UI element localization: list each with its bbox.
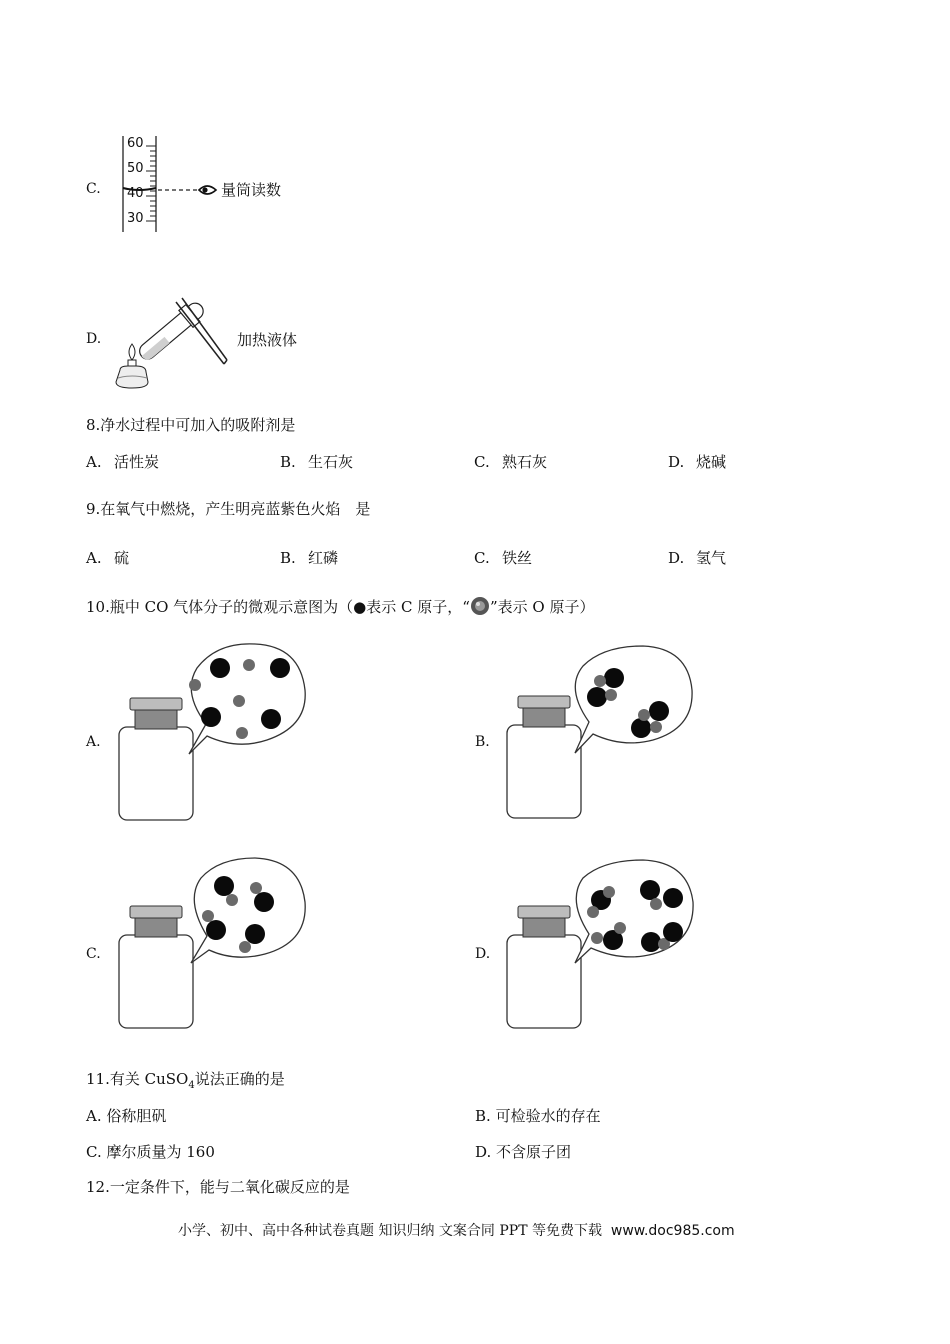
q10-option-b-letter: B. (475, 734, 490, 750)
q10-stem-part2: ”表示 O 原子） (489, 598, 595, 616)
q8-option-a-letter: A. (86, 453, 102, 471)
cylinder-scale-60: 60 (127, 136, 144, 151)
q8-option-d-text: 烧碱 (696, 453, 727, 471)
page-footer (178, 1220, 735, 1240)
q10-option-b-figure (503, 640, 703, 825)
q8-option-c-text: 熟石灰 (502, 453, 548, 471)
q8-option-b (280, 451, 353, 472)
q11-option-c-text: 摩尔质量为 160 (106, 1143, 215, 1161)
q9-option-b (280, 547, 338, 568)
q9-option-b-letter: B. (280, 549, 296, 567)
q9-option-d-text: 氢气 (696, 549, 727, 567)
q8-option-a (86, 451, 159, 472)
q9-option-b-text: 红磷 (308, 549, 339, 567)
q11-stem-suffix: 说法正确的是 (194, 1070, 285, 1088)
q9-stem: 9.在氧气中燃烧，产生明亮蓝紫色火焰 是 (86, 500, 371, 518)
q12-stem: 12.一定条件下，能与二氧化碳反应的是 (86, 1178, 350, 1196)
q9-option-c-letter: C. (474, 549, 490, 567)
option-letter-c: C. (86, 181, 101, 197)
q8-option-a-text: 活性炭 (114, 453, 160, 471)
q11-option-b-text: 可检验水的存在 (495, 1107, 601, 1125)
footer-url[interactable]: www.doc985.com (610, 1223, 735, 1239)
q9-option-d (668, 547, 726, 568)
q9-option-a-text: 硫 (114, 549, 130, 567)
q8-option-c (474, 451, 547, 472)
q10-option-c-figure (115, 850, 315, 1035)
q11-stem-subscript: 4 (188, 1080, 195, 1091)
q8-option-c-letter: C. (474, 453, 490, 471)
q9-option-c (474, 547, 532, 568)
q8-option-d (668, 451, 726, 472)
heating-liquid-figure (110, 286, 235, 396)
q9-option-c-text: 铁丝 (502, 549, 533, 567)
q11-option-d-text: 不含原子团 (496, 1143, 572, 1161)
q11-option-a (86, 1105, 166, 1126)
q10-stem-part1: 10.瓶中 CO 气体分子的微观示意图为（●表示 C 原子，“ (86, 598, 470, 616)
q10-option-a-figure (115, 640, 315, 825)
q8-option-b-letter: B. (280, 453, 296, 471)
cylinder-scale-50: 50 (127, 161, 144, 176)
q9-option-a (86, 547, 129, 568)
q10-option-c-letter: C. (86, 946, 101, 962)
q10-option-a-letter: A. (86, 734, 101, 750)
q10-stem (86, 596, 594, 617)
eye-icon (198, 181, 218, 199)
item-d-caption: 加热液体 (237, 331, 298, 349)
q11-option-b (475, 1105, 601, 1126)
item-c-caption: 量筒读数 (221, 181, 282, 199)
q11-option-a-letter: A. (86, 1107, 102, 1125)
q8-option-b-text: 生石灰 (308, 453, 354, 471)
q8-option-d-letter: D. (668, 453, 685, 471)
oxygen-atom-icon (470, 596, 490, 616)
footer-text: 小学、初中、高中各种试卷真题 知识归纳 文案合同 PPT 等免费下载 (178, 1223, 602, 1239)
q8-stem: 8.净水过程中可加入的吸附剂是 (86, 416, 296, 434)
q11-option-d-letter: D. (475, 1143, 492, 1161)
q11-stem (86, 1069, 285, 1096)
q10-option-d-figure (503, 850, 703, 1035)
q10-option-d-letter: D. (475, 946, 491, 962)
q9-option-d-letter: D. (668, 549, 685, 567)
q11-option-d (475, 1141, 571, 1162)
q11-option-a-text: 俗称胆矾 (106, 1107, 167, 1125)
q11-stem-prefix: 11.有关 CuSO (86, 1070, 189, 1088)
cylinder-scale-30: 30 (127, 211, 144, 226)
q11-option-c-letter: C. (86, 1143, 102, 1161)
q11-option-b-letter: B. (475, 1107, 491, 1125)
option-letter-d: D. (86, 331, 102, 347)
q9-option-a-letter: A. (86, 549, 102, 567)
q11-option-c (86, 1141, 215, 1162)
cylinder-scale-40: 40 (127, 186, 144, 201)
